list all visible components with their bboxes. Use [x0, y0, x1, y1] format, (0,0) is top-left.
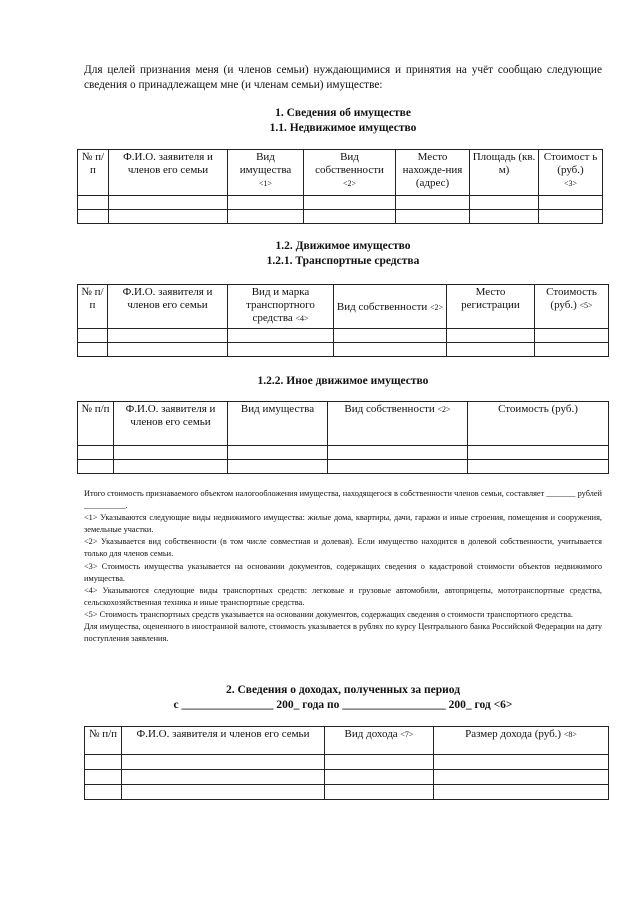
intro-paragraph: Для целей признания меня (и членов семьи) нуждающимися и принятия на учёт сообщаю следующие сведения о принадлежащем мне (и членам семьи) имуществе: [84, 64, 602, 91]
vehicles-table [77, 284, 609, 357]
section1-title: 1. Сведения об имуществе [275, 107, 411, 119]
table-row[interactable] [85, 785, 609, 800]
table-header-row [78, 402, 609, 446]
footnote-2: <2> Указывается вид собственности (в том числе совместная и долевая). Если имущество находится в долевой собственности, учитывается только для членов семьи. [84, 537, 602, 559]
col-number: № п/п [78, 402, 114, 446]
col-value: Стоимость (руб.) <5> [535, 285, 609, 329]
table-row[interactable] [78, 460, 609, 474]
table-row[interactable] [85, 755, 609, 770]
table-header-row [78, 150, 603, 196]
col-number: № п/п [78, 150, 109, 196]
col-fio: Ф.И.О. заявителя и членов его семьи [114, 402, 228, 446]
section122-title: 1.2.2. Иное движимое имущество [257, 375, 429, 387]
col-value: Стоимост ь (руб.) <3> [539, 150, 603, 196]
footnote-foreign-currency: Для имущества, оцененного в иностранной валюте, стоимость указывается в рублях по курсу Центрального банка Российской Федерации на дату поступления заявления. [84, 622, 602, 644]
col-fio: Ф.И.О. заявителя и членов его семьи [109, 150, 228, 196]
col-registration: Место регистрации [447, 285, 535, 329]
footnote-1: <1> Указываются следующие виды недвижимого имущества: жилые дома, квартиры, дачи, гаражи и иные строения, помещения и сооружения, земельные участки. [84, 513, 602, 535]
section2-period: с ________________ 200_ года по __________________ 200_ год <6> [173, 699, 513, 711]
table-row[interactable] [78, 210, 603, 224]
col-value: Стоимость (руб.) [468, 402, 609, 446]
section12-subtitle: 1.2.1. Транспортные средства [266, 255, 420, 267]
table-row[interactable] [78, 196, 603, 210]
table-row[interactable] [78, 343, 609, 357]
table-row[interactable] [78, 446, 609, 460]
col-location: Место нахожде-ния (адрес) [396, 150, 470, 196]
total-line: Итого стоимость признаваемого объектом налогообложения имущества, находящегося в собственности членов семьи, составляет _______ рублей __________. [84, 489, 602, 511]
footnotes [84, 488, 602, 645]
footnote-3: <3> Стоимость имущества указывается на основании документов, содержащих сведения о кадастровой стоимости объектов недвижимого имущества. [84, 561, 602, 583]
table-header-row [78, 285, 609, 329]
section2-title: 2. Сведения о доходах, полученных за период [225, 684, 461, 696]
col-income-amount: Размер дохода (руб.) <8> [434, 727, 609, 755]
footnote-4: <4> Указываются следующие виды транспортных средств: легковые и грузовые автомобили, автоприцепы, мототранспортные средства, сельскохозяйственная техника и иные транспортные средства. [84, 585, 602, 607]
col-property-type: Вид имущества <1> [228, 150, 304, 196]
col-ownership-type: Вид собственности <2> [328, 402, 468, 446]
col-fio: Ф.И.О. заявителя и членов его семьи [108, 285, 228, 329]
col-number: № п/п [85, 727, 122, 755]
footnote-5: <5> Стоимость транспортных средств указывается на основании документов, содержащих сведения о стоимости транспортного средства. [84, 609, 573, 619]
real-estate-table [77, 149, 603, 224]
other-movables-table [77, 401, 609, 474]
col-vehicle-type: Вид и марка транспортного средства <4> [228, 285, 334, 329]
section1-subtitle: 1.1. Недвижимое имущество [269, 122, 417, 134]
col-ownership-type: Вид собственности <2> [334, 285, 447, 329]
income-table [84, 726, 609, 800]
table-header-row [85, 727, 609, 755]
col-ownership-type: Вид собственности <2> [304, 150, 396, 196]
col-area: Площадь (кв. м) [470, 150, 539, 196]
table-row[interactable] [78, 329, 609, 343]
section12-title: 1.2. Движимое имущество [275, 240, 411, 252]
col-income-type: Вид дохода <7> [325, 727, 434, 755]
table-row[interactable] [85, 770, 609, 785]
col-property-type: Вид имущества [228, 402, 328, 446]
col-fio: Ф.И.О. заявителя и членов его семьи [122, 727, 325, 755]
col-number: № п/п [78, 285, 108, 329]
